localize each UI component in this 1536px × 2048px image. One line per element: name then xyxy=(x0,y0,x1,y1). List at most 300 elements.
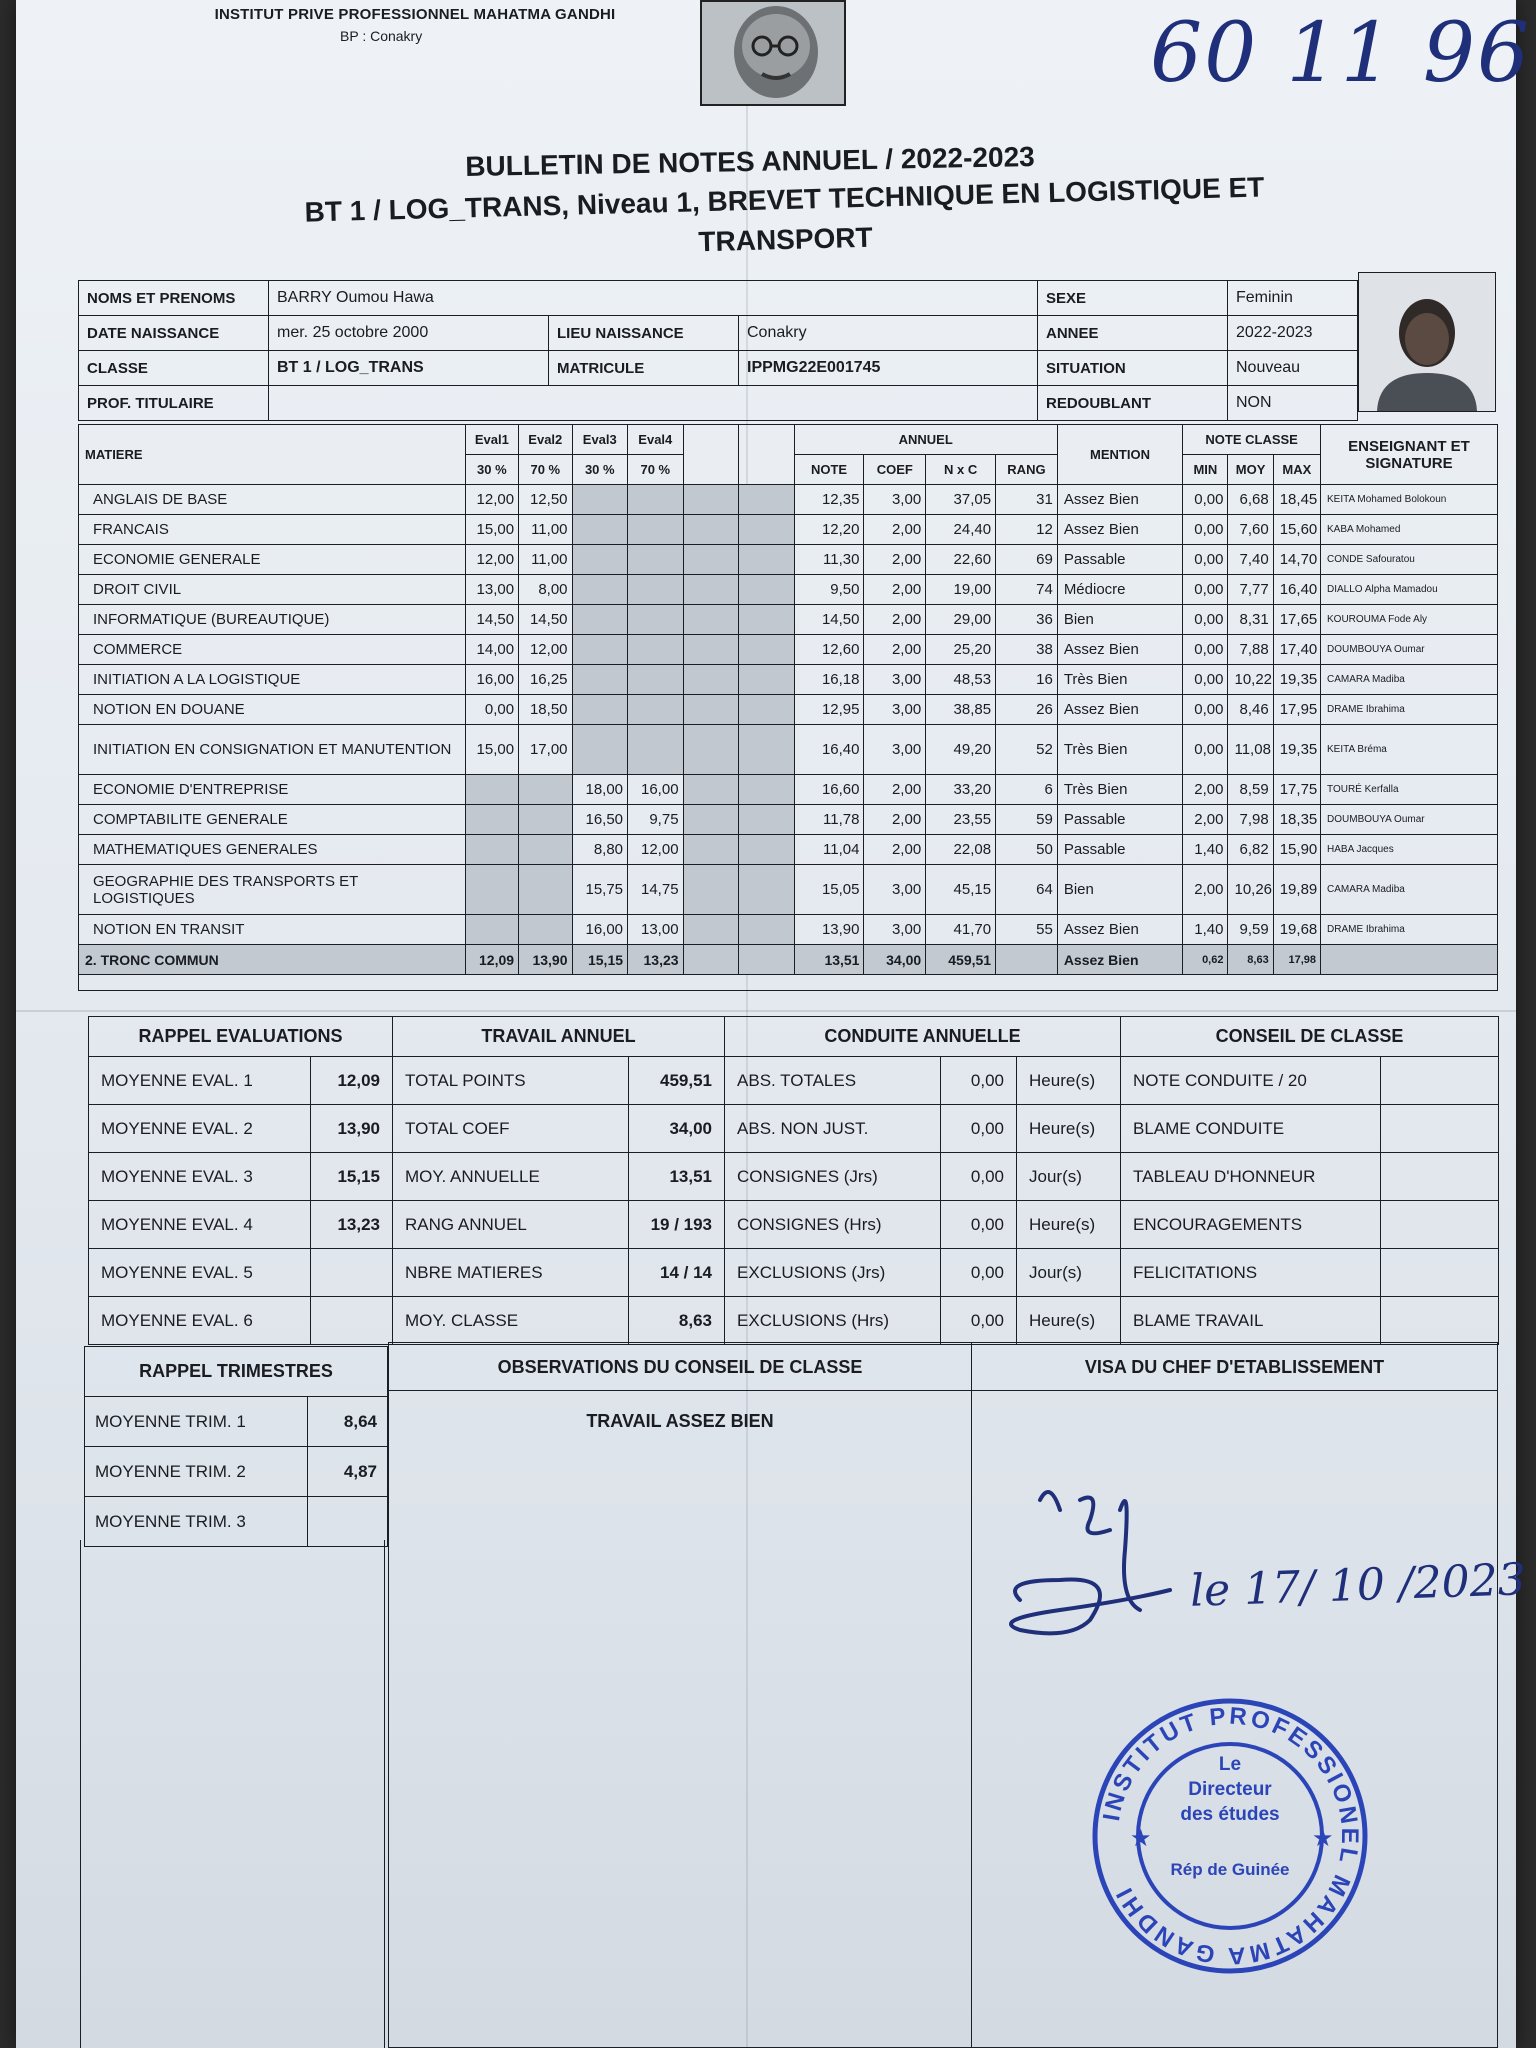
subject-mention: Très Bien xyxy=(1057,725,1182,775)
subject-eval4: 12,00 xyxy=(628,835,684,865)
student-situation: Nouveau xyxy=(1228,351,1358,386)
subject-eval1: 16,00 xyxy=(465,665,518,695)
subject-note: 14,50 xyxy=(794,605,864,635)
subject-max: 18,45 xyxy=(1273,485,1320,515)
col-note: NOTE xyxy=(794,455,864,485)
subject-max: 19,35 xyxy=(1273,665,1320,695)
stamp-ring-text: INSTITUT PROFESSIONEL MAHATMA GANDHI xyxy=(1098,1702,1364,1970)
empty-cell xyxy=(739,725,795,775)
subject-moy: 10,22 xyxy=(1228,665,1273,695)
conduite-unit: Jour(s) xyxy=(1017,1153,1121,1201)
subject-coef: 2,00 xyxy=(864,545,926,575)
subject-eval4 xyxy=(628,545,684,575)
col-eval3: Eval3 xyxy=(572,425,628,455)
tronc-mention: Assez Bien xyxy=(1057,945,1182,975)
subject-rang: 74 xyxy=(996,575,1058,605)
col-matiere: MATIERE xyxy=(79,425,466,485)
subject-eval3 xyxy=(572,515,628,545)
empty-cell xyxy=(683,695,739,725)
conduite-unit: Heure(s) xyxy=(1017,1057,1121,1105)
tronc-max: 17,98 xyxy=(1273,945,1320,975)
subject-name: ECONOMIE D'ENTREPRISE xyxy=(79,775,466,805)
label-class: CLASSE xyxy=(79,351,269,386)
subject-coef: 3,00 xyxy=(864,695,926,725)
conduite-label: EXCLUSIONS (Jrs) xyxy=(725,1249,941,1297)
subject-row xyxy=(79,515,1498,545)
subject-name: COMPTABILITE GENERALE xyxy=(79,805,466,835)
subject-coef: 3,00 xyxy=(864,725,926,775)
travail-label: TOTAL COEF xyxy=(393,1105,629,1153)
student-identity-table xyxy=(78,280,1358,421)
trim-value: 4,87 xyxy=(308,1447,388,1497)
student-photo xyxy=(1358,272,1496,412)
empty-cell xyxy=(1321,945,1498,975)
subject-moy: 7,98 xyxy=(1228,805,1273,835)
conseil-classe-title: CONSEIL DE CLASSE xyxy=(1121,1017,1499,1057)
student-redoublant: NON xyxy=(1228,386,1358,421)
tronc-eval2: 13,90 xyxy=(519,945,572,975)
subject-note: 15,05 xyxy=(794,865,864,915)
subject-min: 0,00 xyxy=(1183,515,1228,545)
label-prof: PROF. TITULAIRE xyxy=(79,386,269,421)
stamp-line: Directeur xyxy=(1188,1779,1272,1800)
empty-cell xyxy=(683,545,739,575)
subject-mention: Assez Bien xyxy=(1057,635,1182,665)
observations-panel xyxy=(388,1342,972,2048)
travail-label: MOY. CLASSE xyxy=(393,1297,629,1345)
col-eval4: Eval4 xyxy=(628,425,684,455)
subject-eval1: 12,00 xyxy=(465,485,518,515)
subject-row xyxy=(79,805,1498,835)
subject-teacher: CAMARA Madiba xyxy=(1321,665,1498,695)
subject-max: 19,89 xyxy=(1273,865,1320,915)
spacer-row xyxy=(79,975,1498,991)
student-dob: mer. 25 octobre 2000 xyxy=(269,316,549,351)
subject-rang: 38 xyxy=(996,635,1058,665)
conduite-unit: Heure(s) xyxy=(1017,1201,1121,1249)
subject-coef: 2,00 xyxy=(864,515,926,545)
tronc-eval1: 12,09 xyxy=(465,945,518,975)
subject-eval2: 11,00 xyxy=(519,545,572,575)
conduite-value: 0,00 xyxy=(941,1201,1017,1249)
empty-cell xyxy=(739,865,795,915)
subject-row xyxy=(79,545,1498,575)
conseil-label: BLAME TRAVAIL xyxy=(1121,1297,1381,1345)
empty-cell xyxy=(996,945,1058,975)
conduite-label: ABS. TOTALES xyxy=(725,1057,941,1105)
subject-teacher: DOUMBOUYA Oumar xyxy=(1321,635,1498,665)
empty-cell xyxy=(739,545,795,575)
subject-name: NOTION EN DOUANE xyxy=(79,695,466,725)
subject-eval4 xyxy=(628,575,684,605)
subject-eval3 xyxy=(572,665,628,695)
label-redoublant: REDOUBLANT xyxy=(1038,386,1228,421)
subject-teacher: KEITA Bréma xyxy=(1321,725,1498,775)
trim-label: MOYENNE TRIM. 3 xyxy=(85,1497,308,1547)
eval-value xyxy=(311,1297,393,1345)
subject-mention: Assez Bien xyxy=(1057,915,1182,945)
empty-cell xyxy=(739,915,795,945)
subject-name: GEOGRAPHIE DES TRANSPORTS ET LOGISTIQUES xyxy=(79,865,466,915)
rappel-trimestres-table xyxy=(84,1346,388,1547)
subject-eval1: 14,00 xyxy=(465,635,518,665)
rappel-trimestres-title: RAPPEL TRIMESTRES xyxy=(85,1347,388,1397)
subject-row xyxy=(79,665,1498,695)
subject-row xyxy=(79,865,1498,915)
paper-fold xyxy=(16,1010,1516,1012)
eval-label: MOYENNE EVAL. 3 xyxy=(89,1153,311,1201)
conduite-label: ABS. NON JUST. xyxy=(725,1105,941,1153)
subject-eval1 xyxy=(465,775,518,805)
summary-row xyxy=(89,1249,1499,1297)
subject-coef: 3,00 xyxy=(864,485,926,515)
col-rang: RANG xyxy=(996,455,1058,485)
tronc-min: 0,62 xyxy=(1183,945,1228,975)
subject-row xyxy=(79,635,1498,665)
tronc-nxc: 459,51 xyxy=(926,945,996,975)
col-max: MAX xyxy=(1273,455,1320,485)
empty-cell xyxy=(683,725,739,775)
col-moy: MOY xyxy=(1228,455,1273,485)
subject-mention: Passable xyxy=(1057,545,1182,575)
conseil-label: FELICITATIONS xyxy=(1121,1249,1381,1297)
grades-table xyxy=(78,424,1498,991)
school-bp: BP : Conakry xyxy=(340,28,423,44)
trim-label: MOYENNE TRIM. 2 xyxy=(85,1447,308,1497)
travail-label: NBRE MATIERES xyxy=(393,1249,629,1297)
subject-note: 9,50 xyxy=(794,575,864,605)
subject-name: INITIATION A LA LOGISTIQUE xyxy=(79,665,466,695)
subject-nxc: 45,15 xyxy=(926,865,996,915)
empty-cell xyxy=(683,835,739,865)
travail-label: TOTAL POINTS xyxy=(393,1057,629,1105)
student-name: BARRY Oumou Hawa xyxy=(269,281,1038,316)
subject-min: 2,00 xyxy=(1183,775,1228,805)
subject-rang: 55 xyxy=(996,915,1058,945)
weight-eval4: 70 % xyxy=(628,455,684,485)
gandhi-portrait xyxy=(700,0,846,106)
travail-value: 8,63 xyxy=(629,1297,725,1345)
subject-coef: 3,00 xyxy=(864,665,926,695)
conduite-value: 0,00 xyxy=(941,1153,1017,1201)
tronc-name: 2. TRONC COMMUN xyxy=(79,945,466,975)
subject-max: 19,68 xyxy=(1273,915,1320,945)
trim-value xyxy=(308,1497,388,1547)
label-name: NOMS ET PRENOMS xyxy=(79,281,269,316)
travail-value: 459,51 xyxy=(629,1057,725,1105)
conseil-value xyxy=(1381,1201,1499,1249)
subject-mention: Très Bien xyxy=(1057,775,1182,805)
signature-date: le 17/ 10 /2023 xyxy=(1189,1554,1527,1617)
subject-eval1: 14,50 xyxy=(465,605,518,635)
travail-value: 13,51 xyxy=(629,1153,725,1201)
subject-eval3 xyxy=(572,695,628,725)
subject-coef: 2,00 xyxy=(864,605,926,635)
subject-eval1: 0,00 xyxy=(465,695,518,725)
subject-eval4 xyxy=(628,665,684,695)
eval-value: 13,90 xyxy=(311,1105,393,1153)
subject-note: 12,95 xyxy=(794,695,864,725)
subject-note: 12,60 xyxy=(794,635,864,665)
subject-nxc: 23,55 xyxy=(926,805,996,835)
prof-titulaire xyxy=(269,386,1038,421)
subject-moy: 9,59 xyxy=(1228,915,1273,945)
subject-eval2: 11,00 xyxy=(519,515,572,545)
subject-min: 0,00 xyxy=(1183,635,1228,665)
subject-note: 11,04 xyxy=(794,835,864,865)
eval-label: MOYENNE EVAL. 6 xyxy=(89,1297,311,1345)
tronc-coef: 34,00 xyxy=(864,945,926,975)
subject-note: 16,40 xyxy=(794,725,864,775)
subject-mention: Médiocre xyxy=(1057,575,1182,605)
empty-cell xyxy=(683,805,739,835)
subject-eval2 xyxy=(519,915,572,945)
subject-mention: Passable xyxy=(1057,835,1182,865)
label-sexe: SEXE xyxy=(1038,281,1228,316)
subject-eval4: 9,75 xyxy=(628,805,684,835)
trim-value: 8,64 xyxy=(308,1397,388,1447)
empty-cell xyxy=(739,485,795,515)
subject-rang: 50 xyxy=(996,835,1058,865)
subject-nxc: 41,70 xyxy=(926,915,996,945)
subject-min: 1,40 xyxy=(1183,915,1228,945)
subject-coef: 2,00 xyxy=(864,835,926,865)
subject-moy: 8,59 xyxy=(1228,775,1273,805)
subject-note: 11,30 xyxy=(794,545,864,575)
subject-moy: 6,82 xyxy=(1228,835,1273,865)
empty-cell xyxy=(739,635,795,665)
conseil-value xyxy=(1381,1297,1499,1345)
stamp-country: Rép de Guinée xyxy=(1170,1860,1290,1879)
subject-eval1 xyxy=(465,865,518,915)
subject-name: ECONOMIE GENERALE xyxy=(79,545,466,575)
subject-max: 14,70 xyxy=(1273,545,1320,575)
empty-cell xyxy=(739,665,795,695)
empty-cell xyxy=(739,805,795,835)
empty-cell xyxy=(683,485,739,515)
conduite-annuelle-title: CONDUITE ANNUELLE xyxy=(725,1017,1121,1057)
subject-eval4 xyxy=(628,725,684,775)
subject-teacher: CONDE Safouratou xyxy=(1321,545,1498,575)
empty-cell xyxy=(683,575,739,605)
conseil-value xyxy=(1381,1153,1499,1201)
subject-eval2: 16,25 xyxy=(519,665,572,695)
eval-value: 12,09 xyxy=(311,1057,393,1105)
conseil-value xyxy=(1381,1057,1499,1105)
subject-teacher: DRAME Ibrahima xyxy=(1321,915,1498,945)
col-eval2: Eval2 xyxy=(519,425,572,455)
subject-row xyxy=(79,485,1498,515)
subject-coef: 2,00 xyxy=(864,575,926,605)
summary-row xyxy=(89,1105,1499,1153)
subject-eval3: 18,00 xyxy=(572,775,628,805)
subject-nxc: 37,05 xyxy=(926,485,996,515)
weight-eval2: 70 % xyxy=(519,455,572,485)
subject-nxc: 22,60 xyxy=(926,545,996,575)
empty-col xyxy=(683,425,739,485)
observations-text: TRAVAIL ASSEZ BIEN xyxy=(586,1411,774,1431)
subject-eval2: 8,00 xyxy=(519,575,572,605)
conduite-value: 0,00 xyxy=(941,1105,1017,1153)
student-matricule: IPPMG22E001745 xyxy=(739,351,1038,386)
school-stamp xyxy=(1090,1696,1370,1976)
travail-label: RANG ANNUEL xyxy=(393,1201,629,1249)
conseil-label: TABLEAU D'HONNEUR xyxy=(1121,1153,1381,1201)
label-situation: SITUATION xyxy=(1038,351,1228,386)
director-signature xyxy=(980,1470,1200,1670)
empty-cell xyxy=(739,945,795,975)
subject-moy: 7,88 xyxy=(1228,635,1273,665)
tronc-eval3: 15,15 xyxy=(572,945,628,975)
subject-note: 13,90 xyxy=(794,915,864,945)
travail-value: 19 / 193 xyxy=(629,1201,725,1249)
subject-coef: 2,00 xyxy=(864,635,926,665)
subject-eval1 xyxy=(465,915,518,945)
subject-max: 15,60 xyxy=(1273,515,1320,545)
label-birthplace: LIEU NAISSANCE xyxy=(549,316,739,351)
label-dob: DATE NAISSANCE xyxy=(79,316,269,351)
conduite-value: 0,00 xyxy=(941,1057,1017,1105)
conseil-value xyxy=(1381,1105,1499,1153)
subject-min: 0,00 xyxy=(1183,725,1228,775)
subject-eval1: 13,00 xyxy=(465,575,518,605)
subject-eval2: 18,50 xyxy=(519,695,572,725)
subject-eval3: 16,50 xyxy=(572,805,628,835)
subject-eval4: 13,00 xyxy=(628,915,684,945)
subject-row xyxy=(79,575,1498,605)
eval-value: 13,23 xyxy=(311,1201,393,1249)
subject-min: 1,40 xyxy=(1183,835,1228,865)
subject-nxc: 24,40 xyxy=(926,515,996,545)
subject-moy: 11,08 xyxy=(1228,725,1273,775)
subject-row xyxy=(79,775,1498,805)
subject-row xyxy=(79,725,1498,775)
subject-eval3 xyxy=(572,575,628,605)
subject-eval3 xyxy=(572,605,628,635)
subject-mention: Assez Bien xyxy=(1057,515,1182,545)
subject-row xyxy=(79,605,1498,635)
subject-name: COMMERCE xyxy=(79,635,466,665)
subject-teacher: DIALLO Alpha Mamadou xyxy=(1321,575,1498,605)
subject-max: 18,35 xyxy=(1273,805,1320,835)
subject-min: 0,00 xyxy=(1183,605,1228,635)
conseil-label: ENCOURAGEMENTS xyxy=(1121,1201,1381,1249)
subject-min: 2,00 xyxy=(1183,805,1228,835)
subject-mention: Passable xyxy=(1057,805,1182,835)
subject-nxc: 29,00 xyxy=(926,605,996,635)
subject-eval1 xyxy=(465,805,518,835)
subject-eval3: 15,75 xyxy=(572,865,628,915)
subject-min: 0,00 xyxy=(1183,545,1228,575)
subject-teacher: KEITA Mohamed Bolokoun xyxy=(1321,485,1498,515)
empty-cell xyxy=(683,605,739,635)
subject-eval1 xyxy=(465,835,518,865)
stamp-line: Le xyxy=(1218,1754,1242,1775)
handwritten-reference-number: 60 11 96 xyxy=(1150,6,1532,101)
subject-rang: 52 xyxy=(996,725,1058,775)
subject-eval3: 8,80 xyxy=(572,835,628,865)
subject-mention: Assez Bien xyxy=(1057,695,1182,725)
subject-eval4 xyxy=(628,515,684,545)
subject-nxc: 33,20 xyxy=(926,775,996,805)
empty-col xyxy=(739,425,795,485)
subject-nxc: 19,00 xyxy=(926,575,996,605)
col-note-classe: NOTE CLASSE xyxy=(1183,425,1321,455)
conduite-label: CONSIGNES (Jrs) xyxy=(725,1153,941,1201)
subject-teacher: TOURÉ Kerfalla xyxy=(1321,775,1498,805)
empty-cell xyxy=(739,695,795,725)
subject-moy: 8,46 xyxy=(1228,695,1273,725)
subject-name: NOTION EN TRANSIT xyxy=(79,915,466,945)
school-name: INSTITUT PRIVE PROFESSIONNEL MAHATMA GANDHI xyxy=(214,6,616,23)
eval-label: MOYENNE EVAL. 1 xyxy=(89,1057,311,1105)
travail-label: MOY. ANNUELLE xyxy=(393,1153,629,1201)
subject-name: ANGLAIS DE BASE xyxy=(79,485,466,515)
subject-moy: 7,40 xyxy=(1228,545,1273,575)
empty-cell xyxy=(683,945,739,975)
subject-note: 16,18 xyxy=(794,665,864,695)
eval-label: MOYENNE EVAL. 4 xyxy=(89,1201,311,1249)
empty-cell xyxy=(683,635,739,665)
empty-cell xyxy=(739,605,795,635)
subject-nxc: 22,08 xyxy=(926,835,996,865)
col-coef: COEF xyxy=(864,455,926,485)
empty-cell xyxy=(683,865,739,915)
student-birthplace: Conakry xyxy=(739,316,1038,351)
subject-rang: 36 xyxy=(996,605,1058,635)
rappel-evaluations-title: RAPPEL EVALUATIONS xyxy=(89,1017,393,1057)
subject-min: 0,00 xyxy=(1183,665,1228,695)
empty-cell xyxy=(683,775,739,805)
subject-nxc: 38,85 xyxy=(926,695,996,725)
empty-cell xyxy=(739,515,795,545)
subject-eval3 xyxy=(572,725,628,775)
tronc-note: 13,51 xyxy=(794,945,864,975)
eval-label: MOYENNE EVAL. 5 xyxy=(89,1249,311,1297)
summary-row xyxy=(89,1153,1499,1201)
star-icon: ★ xyxy=(1312,1825,1334,1852)
subject-teacher: DOUMBOUYA Oumar xyxy=(1321,805,1498,835)
conseil-label: BLAME CONDUITE xyxy=(1121,1105,1381,1153)
subject-eval4 xyxy=(628,635,684,665)
subject-name: INITIATION EN CONSIGNATION ET MANUTENTION xyxy=(79,725,466,775)
subject-mention: Bien xyxy=(1057,865,1182,915)
empty-cell xyxy=(683,665,739,695)
subject-rang: 12 xyxy=(996,515,1058,545)
subject-rang: 69 xyxy=(996,545,1058,575)
summary-row xyxy=(89,1057,1499,1105)
subject-moy: 10,26 xyxy=(1228,865,1273,915)
subject-eval1: 15,00 xyxy=(465,515,518,545)
observations-title: OBSERVATIONS DU CONSEIL DE CLASSE xyxy=(389,1343,971,1391)
subject-eval1: 12,00 xyxy=(465,545,518,575)
tronc-commun-row xyxy=(79,945,1498,975)
subject-mention: Très Bien xyxy=(1057,665,1182,695)
trim-label: MOYENNE TRIM. 1 xyxy=(85,1397,308,1447)
subject-eval3: 16,00 xyxy=(572,915,628,945)
subject-max: 17,95 xyxy=(1273,695,1320,725)
subject-teacher: CAMARA Madiba xyxy=(1321,865,1498,915)
label-matricule: MATRICULE xyxy=(549,351,739,386)
subject-nxc: 49,20 xyxy=(926,725,996,775)
subject-eval3 xyxy=(572,485,628,515)
subject-eval2 xyxy=(519,835,572,865)
subject-name: FRANCAIS xyxy=(79,515,466,545)
weight-eval3: 30 % xyxy=(572,455,628,485)
subject-note: 11,78 xyxy=(794,805,864,835)
col-teacher: ENSEIGNANT ET SIGNATURE xyxy=(1321,425,1498,485)
subject-eval4 xyxy=(628,695,684,725)
